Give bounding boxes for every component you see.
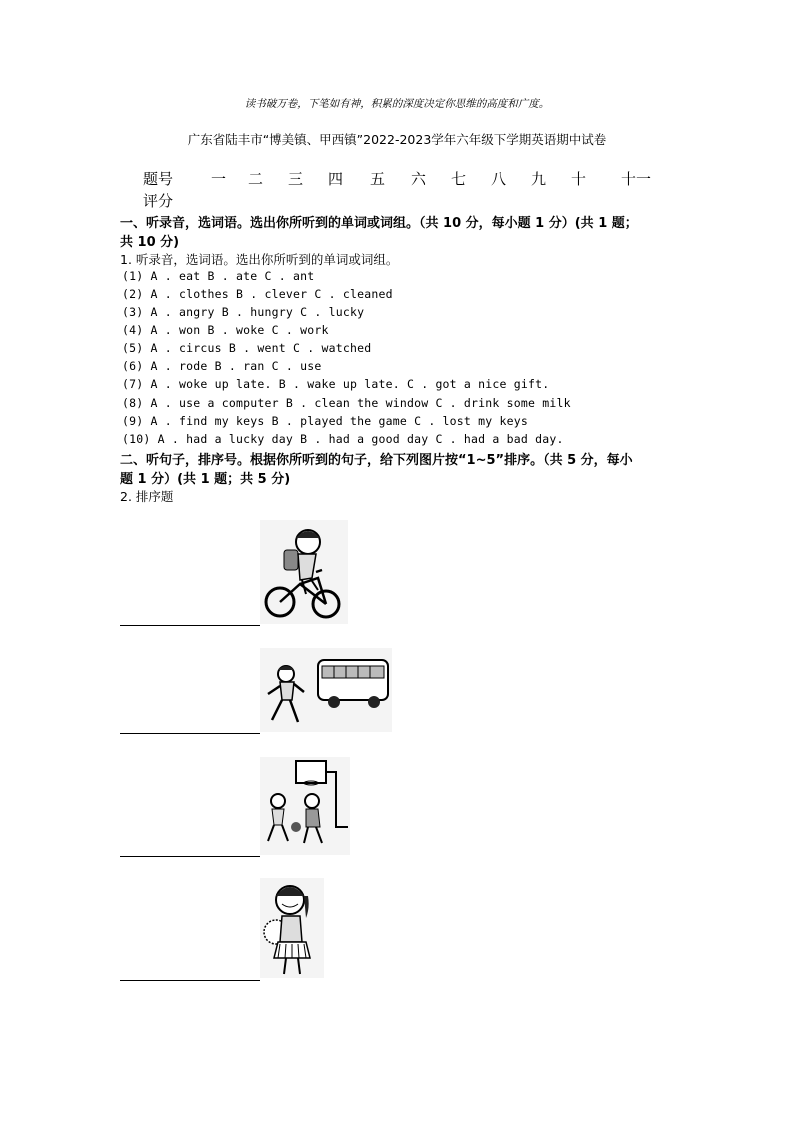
score-table [143, 168, 663, 188]
list-item: (3) A . angry B . hungry C . lucky [122, 305, 365, 319]
score-col-2: 二 [248, 170, 264, 188]
girl-with-pompom-image [260, 878, 324, 978]
girl-riding-bike-image [260, 520, 348, 624]
list-item: (4) A . won B . woke C . work [122, 323, 329, 337]
score-col-3: 三 [288, 170, 304, 188]
list-item: (7) A . woke up late. B . wake up late. C . got a nice gift. [122, 377, 550, 391]
score-col-9: 九 [531, 170, 547, 188]
answer-line-2[interactable] [120, 733, 260, 734]
answer-line-1[interactable] [120, 625, 260, 626]
kids-playing-basketball-image [260, 757, 350, 855]
answer-line-3[interactable] [120, 856, 260, 857]
section2-heading-line2: 题 1 分）(共 1 题；共 5 分) [120, 472, 291, 487]
list-item: (5) A . circus B . went C . watched [122, 341, 372, 355]
list-item: (6) A . rode B . ran C . use [122, 359, 322, 373]
section1-heading-line2: 共 10 分) [120, 235, 180, 250]
list-item: (2) A . clothes B . clever C . cleaned [122, 287, 393, 301]
list-item: (8) A . use a computer B . clean the window C . drink some milk [122, 396, 571, 410]
header-motto: 读书破万卷，下笔如有神，积累的深度决定你思维的高度和广度。 [244, 98, 550, 110]
list-item: (1) A . eat B . ate C . ant [122, 269, 315, 283]
score-col-10: 十 [571, 170, 587, 188]
question-2-prompt: 2. 排序题 [120, 489, 174, 504]
section1-heading-line1: 一、听录音，选词语。选出你所听到的单词或词组。（共 10 分，每小题 1 分）(共 1 题； [120, 216, 638, 231]
score-col-4: 四 [328, 170, 344, 188]
section2-heading-line1: 二、听句子，排序号。根据你所听到的句子，给下列图片按“1~5”排序。（共 5 分，每小 [120, 453, 633, 468]
score-col-11: 十一 [621, 170, 652, 188]
score-col-6: 六 [411, 170, 427, 188]
score-col-7: 七 [451, 170, 467, 188]
exam-title: 广东省陆丰市“博美镇、甲西镇”2022-2023学年六年级下学期英语期中试卷 [187, 132, 607, 147]
score-label-pingfen: 评分 [143, 192, 174, 210]
answer-line-4[interactable] [120, 980, 260, 981]
list-item: (10) A . had a lucky day B . had a good day C . had a bad day. [122, 432, 564, 446]
list-item: (9) A . find my keys B . played the game C . lost my keys [122, 414, 529, 428]
question-1-prompt: 1. 听录音，选词语。选出你所听到的单词或词组。 [120, 252, 399, 267]
score-label-tihao: 题号 [143, 170, 174, 188]
score-col-5: 五 [370, 170, 386, 188]
score-col-8: 八 [491, 170, 507, 188]
score-col-1: 一 [211, 170, 227, 188]
boy-running-to-bus-image [260, 648, 392, 732]
